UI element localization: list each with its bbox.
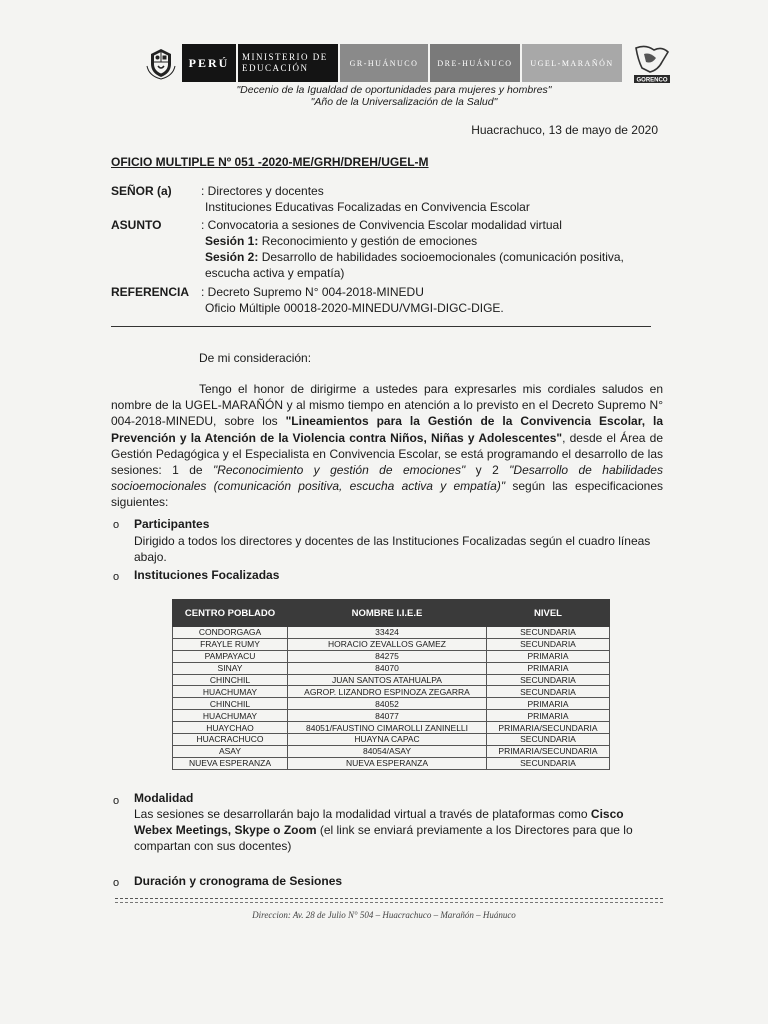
duracion-title: Duración y cronograma de Sesiones — [134, 874, 343, 888]
nombre-iiee-cell: NUEVA ESPERANZA — [288, 757, 487, 769]
table-row — [173, 698, 610, 710]
centro-poblado-cell: HUACHUMAY — [173, 686, 288, 698]
referencia-line-2: Oficio Múltiple 00018-2020-MINEDU/VMGI-DIGC-DIGE. — [205, 301, 504, 315]
session-2: Sesión 2: Desarrollo de habilidades socioemocionales (comunicación positiva, escucha activa y empatía) — [205, 250, 624, 280]
session-1: Sesión 1: Reconocimiento y gestión de emociones — [205, 234, 478, 248]
table-row — [173, 674, 610, 686]
centro-poblado-cell: HUAYCHAO — [173, 722, 288, 734]
nombre-iiee-cell: 84077 — [288, 710, 487, 722]
motto-line-1: "Decenio de la Igualdad de oportunidades para mujeres y hombres" — [236, 84, 552, 96]
table-row — [173, 745, 610, 757]
senor-line-2: Instituciones Educativas Focalizadas en Convivencia Escolar — [205, 200, 530, 214]
centro-poblado-cell: CONDORGAGA — [173, 627, 288, 639]
bullet-icon: o — [113, 877, 120, 889]
centro-poblado-cell: NUEVA ESPERANZA — [173, 757, 288, 769]
instituciones-title: Instituciones Focalizadas — [134, 568, 280, 582]
centro-poblado-cell: ASAY — [173, 745, 288, 757]
nivel-cell: SECUNDARIA — [487, 686, 610, 698]
referencia-label: REFERENCIA — [111, 285, 190, 299]
nombre-iiee-cell: HUAYNA CAPAC — [288, 734, 487, 746]
svg-text:GORENCO: GORENCO — [636, 77, 668, 84]
document-date: Huacrachuco, 13 de mayo de 2020 — [471, 123, 658, 137]
nivel-cell: SECUNDARIA — [487, 734, 610, 746]
centro-poblado-cell: SINAY — [173, 662, 288, 674]
table-row — [173, 627, 610, 639]
nivel-cell: SECUNDARIA — [487, 638, 610, 650]
table-header-row — [173, 600, 610, 627]
table-row — [173, 650, 610, 662]
nombre-iiee-cell: 84070 — [288, 662, 487, 674]
nivel-cell: PRIMARIA — [487, 698, 610, 710]
footer-address: Direccion: Av. 28 de Julio N° 504 – Huacrachuco – Marañón – Huánuco — [252, 910, 516, 920]
nivel-cell: PRIMARIA/SECUNDARIA — [487, 745, 610, 757]
greeting: De mi consideración: — [199, 351, 312, 365]
divider — [111, 326, 651, 327]
table-row — [173, 722, 610, 734]
nombre-iiee-cell: HORACIO ZEVALLOS GAMEZ — [288, 638, 487, 650]
asunto-line-1: : Convocatoria a sesiones de Convivencia Escolar modalidad virtual — [201, 218, 562, 232]
participantes-text: Dirigido a todos los directores y docentes de las Instituciones Focalizadas según el cuadro líneas abajo. — [134, 534, 651, 564]
nivel-cell: PRIMARIA — [487, 662, 610, 674]
asunto-block — [111, 217, 671, 281]
footer-divider — [115, 902, 663, 903]
centro-poblado-cell: CHINCHIL — [173, 698, 288, 710]
table-row — [173, 757, 610, 769]
dre-huanuco-label: DRE-HUÁNUCO — [430, 44, 520, 82]
nombre-iiee-cell: AGROP. LIZANDRO ESPINOZA ZEGARRA — [288, 686, 487, 698]
institutional-header — [142, 44, 622, 82]
nombre-iiee-cell: 33424 — [288, 627, 487, 639]
gr-huanuco-label: GR-HUÁNUCO — [340, 44, 428, 82]
bullet-icon: o — [113, 795, 120, 807]
nombre-iiee-cell: 84275 — [288, 650, 487, 662]
nivel-cell: SECUNDARIA — [487, 757, 610, 769]
centro-poblado-cell: HUACRACHUCO — [173, 734, 288, 746]
peru-label: PERÚ — [182, 44, 236, 82]
senor-block — [111, 183, 671, 217]
regional-logo — [632, 42, 672, 84]
column-header: NIVEL — [487, 600, 610, 627]
referencia-line-1: : Decreto Supremo N° 004-2018-MINEDU — [201, 285, 424, 299]
referencia-block — [111, 284, 671, 318]
nombre-iiee-cell: 84052 — [288, 698, 487, 710]
modalidad-title: Modalidad — [134, 791, 194, 805]
motto-line-2: "Año de la Universalización de la Salud" — [310, 96, 498, 108]
nombre-iiee-cell: JUAN SANTOS ATAHUALPA — [288, 674, 487, 686]
nivel-cell: SECUNDARIA — [487, 627, 610, 639]
table-row — [173, 686, 610, 698]
footer-divider — [115, 898, 663, 899]
nombre-iiee-cell: 84051/FAUSTINO CIMAROLLI ZANINELLI — [288, 722, 487, 734]
ugel-maranon-label: UGEL-MARAÑÓN — [522, 44, 622, 82]
bullet-icon: o — [113, 519, 120, 531]
table-row — [173, 662, 610, 674]
column-header: CENTRO POBLADO — [173, 600, 288, 627]
institutions-table — [172, 599, 610, 770]
table-row — [173, 734, 610, 746]
centro-poblado-cell: PAMPAYACU — [173, 650, 288, 662]
table-row — [173, 638, 610, 650]
bullet-icon: o — [113, 571, 120, 583]
modalidad-text: Las sesiones se desarrollarán bajo la modalidad virtual a través de plataformas como Cisco Webex Meetings, Skype o Zoom (el link se enviará previamente a los Directores para que lo compartan con sus docentes) — [134, 807, 633, 853]
column-header: NOMBRE I.I.E.E — [288, 600, 487, 627]
senor-line-1: : Directores y docentes — [201, 184, 324, 198]
senor-label: SEÑOR (a) — [111, 184, 172, 198]
nivel-cell: PRIMARIA/SECUNDARIA — [487, 722, 610, 734]
body-paragraph: Tengo el honor de dirigirme a ustedes para expresarles mis cordiales saludos en nombre de la UGEL-MARAÑÓN y al mismo tiempo en atención a lo previsto en el Decreto Supremo N° 004-2018-MINEDU, sobre los "Lineamientos para la Gestión de la Convivencia Escolar, la Prevención y la Atención de la Violencia contra Niños, Niñas y Adolescentes", desde el Área de Gestión Pedagógica y el Especialista en Convivencia Escolar, se está programando el desarrollo de las sesiones: 1 de "Reconocimiento y gestión de emociones" y 2 "Desarrollo de habilidades socioemocionales (comunicación positiva, escucha activa y empatía)" según las especificaciones siguientes: — [111, 382, 664, 510]
table-row — [173, 710, 610, 722]
centro-poblado-cell: CHINCHIL — [173, 674, 288, 686]
participantes-title: Participantes — [134, 517, 210, 531]
nivel-cell: PRIMARIA — [487, 650, 610, 662]
centro-poblado-cell: HUACHUMAY — [173, 710, 288, 722]
peru-coat-of-arms-icon — [142, 44, 180, 82]
asunto-label: ASUNTO — [111, 218, 162, 232]
nivel-cell: PRIMARIA — [487, 710, 610, 722]
ministerio-label: MINISTERIO DE EDUCACIÓN — [238, 44, 338, 82]
nombre-iiee-cell: 84054/ASAY — [288, 745, 487, 757]
oficio-number: OFICIO MULTIPLE Nº 051 -2020-ME/GRH/DREH/UGEL-M — [111, 155, 429, 169]
nivel-cell: SECUNDARIA — [487, 674, 610, 686]
centro-poblado-cell: FRAYLE RUMY — [173, 638, 288, 650]
